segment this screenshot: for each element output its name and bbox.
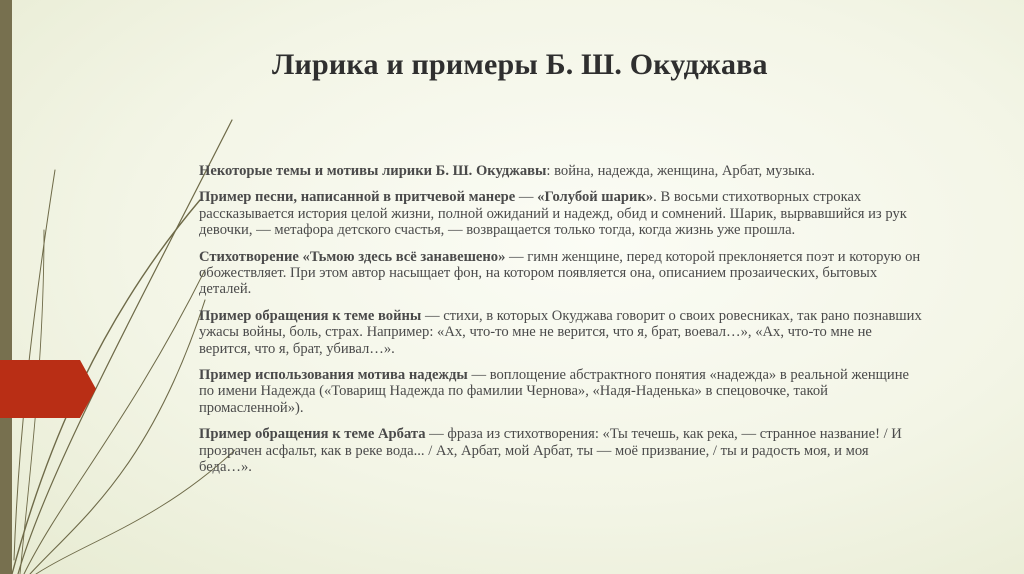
paragraph-poem-bold: Стихотворение «Тьмою здесь всё занавешено» [199, 248, 506, 265]
paragraph-song-dash: — [515, 189, 538, 206]
swoosh-line-3 [24, 270, 205, 574]
paragraph-song-bold: Пример песни, написанной в притчевой манере [199, 189, 516, 206]
paragraph-themes [199, 163, 924, 179]
paragraph-song-example [199, 189, 924, 238]
slide-title: Лирика и примеры Б. Ш. Окуджава [272, 48, 768, 81]
paragraph-war-theme [199, 308, 924, 357]
paragraph-war-text: — стихи, в которых Окуджава говорит о своих ровесниках, так рано познавших ужасы войны, боль, страх. Например: «Ах, что-то мне не верится, что я, брат, воевал…», «Ах, что-то мне не верится, что я, брат, убивал…». [199, 307, 922, 357]
paragraph-arbat-text: — фраза из стихотворения: «Ты течешь, как река, — странное название! / И прозрачен асфальт, как в реке вода... / Ах, Арбат, мой Арбат, ты — моё призвание, / ты и радость моя, и моя беда…». [199, 426, 902, 476]
red-arrow-tab [0, 360, 96, 418]
paragraph-song-title: «Голубой шарик» [537, 189, 654, 206]
paragraph-song-text: . В восьми стихотворных строках рассказывается история целой жизни, полной ожиданий и надежд, обид и сомнений. Шарик, вырвавшийся из рук девочки, — метафора детского счастья, — возвращается только тогда, когда жизнь уже прошла. [199, 189, 907, 239]
paragraph-themes-bold: Некоторые темы и мотивы лирики Б. Ш. Окуджавы [199, 163, 547, 179]
swoosh-line-4 [30, 300, 205, 574]
paragraph-poem-woman [199, 249, 924, 298]
paragraph-war-bold: Пример обращения к теме войны [199, 307, 422, 324]
paragraph-hope-bold: Пример использования мотива надежды [199, 367, 468, 384]
slide-body [199, 163, 924, 486]
paragraph-arbat-bold: Пример обращения к теме Арбата [199, 426, 426, 443]
paragraph-themes-text: : война, надежда, женщина, Арбат, музыка. [546, 163, 815, 179]
paragraph-arbat-theme [199, 426, 924, 475]
paragraph-hope-motif [199, 367, 924, 416]
paragraph-hope-text: — воплощение абстрактного понятия «надежда» в реальной женщине по имени Надежда («Товарищ Надежда по фамилии Чернова», «Надя-Наденька» в спецовочке, такой промасленной»). [199, 367, 909, 416]
paragraph-poem-text: — гимн женщине, перед которой преклоняется поэт и которую он обожествляет. При этом автор насыщает фон, на котором появляется она, описанием прозаических, бытовых деталей. [199, 248, 921, 298]
